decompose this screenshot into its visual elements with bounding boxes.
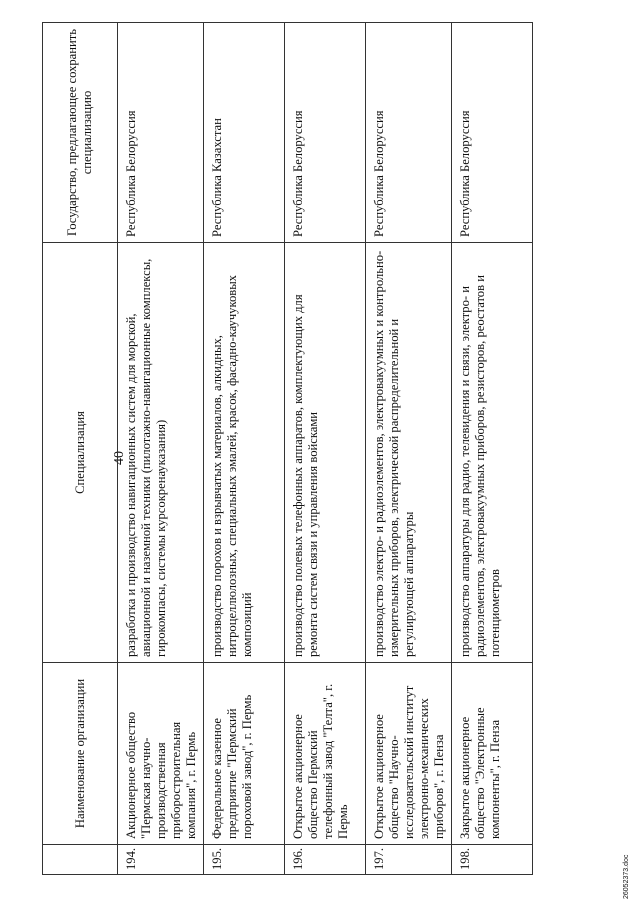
page-number: 40 bbox=[112, 451, 127, 465]
row-organization: Федеральное казенное предприятие "Пермский пороховой завод", г. Пермь bbox=[204, 663, 285, 845]
row-number: 198. bbox=[452, 845, 533, 875]
row-number: 195. bbox=[204, 845, 285, 875]
row-state: Республика Белоруссия bbox=[366, 23, 452, 243]
row-specialization: производство аппаратуры для радио, телевидения и связи, электро- и радиоэлементов, электровакуумных приборов, резисторов, реостатов и потенциометров bbox=[452, 243, 533, 663]
header-number bbox=[43, 845, 118, 875]
row-organization: Открытое акционерное общество "Научно-исследовательский институт электронно-механических приборов", г. Пенза bbox=[366, 663, 452, 845]
row-organization: Открытое акционерное общество Пермский телефонный завод "Телта", г. Пермь bbox=[285, 663, 366, 845]
table-row bbox=[452, 23, 533, 875]
header-specialization: Специализация bbox=[43, 243, 118, 663]
row-number: 196. bbox=[285, 845, 366, 875]
table-row bbox=[366, 23, 452, 875]
row-state: Республика Белоруссия bbox=[452, 23, 533, 243]
specialization-table bbox=[42, 22, 533, 875]
row-organization: Акционерное общество "Пермская научно-производственная приборостроительная компания", г. Пермь bbox=[118, 663, 204, 845]
row-organization: Закрытое акционерное общество "Электронные компоненты", г. Пенза bbox=[452, 663, 533, 845]
table-row bbox=[118, 23, 204, 875]
row-specialization: производство полевых телефонных аппаратов, комплектующих для ремонта систем связи и управления войсками bbox=[285, 243, 366, 663]
row-specialization: производство порохов и взрывчатых материалов, алкидных, нитроцеллюлозных, специальных эмалей, красок, фасадно-каучуковых композиций bbox=[204, 243, 285, 663]
table-header-row bbox=[43, 23, 118, 875]
row-number: 197. bbox=[366, 845, 452, 875]
table-row bbox=[204, 23, 285, 875]
header-state: Государство, предлагающее сохранить специализацию bbox=[43, 23, 118, 243]
row-specialization: производство электро- и радиоэлементов, электровакуумных и контрольно-измерительных приборов, электрической распределительной и регулирующей аппаратуры bbox=[366, 243, 452, 663]
row-number: 194. bbox=[118, 845, 204, 875]
header-organization: Наименование организации bbox=[43, 663, 118, 845]
footer-document-code: 26052373.doc bbox=[623, 854, 630, 899]
row-state: Республика Белоруссия bbox=[285, 23, 366, 243]
row-specialization: разработка и производство навигационных систем для морской, авиационной и наземной техники (пилотажно-навигационные комплексы, гирокомпасы, системы курсокренауказания) bbox=[118, 243, 204, 663]
row-state: Республика Казахстан bbox=[204, 23, 285, 243]
table-row bbox=[285, 23, 366, 875]
row-state: Республика Белоруссия bbox=[118, 23, 204, 243]
